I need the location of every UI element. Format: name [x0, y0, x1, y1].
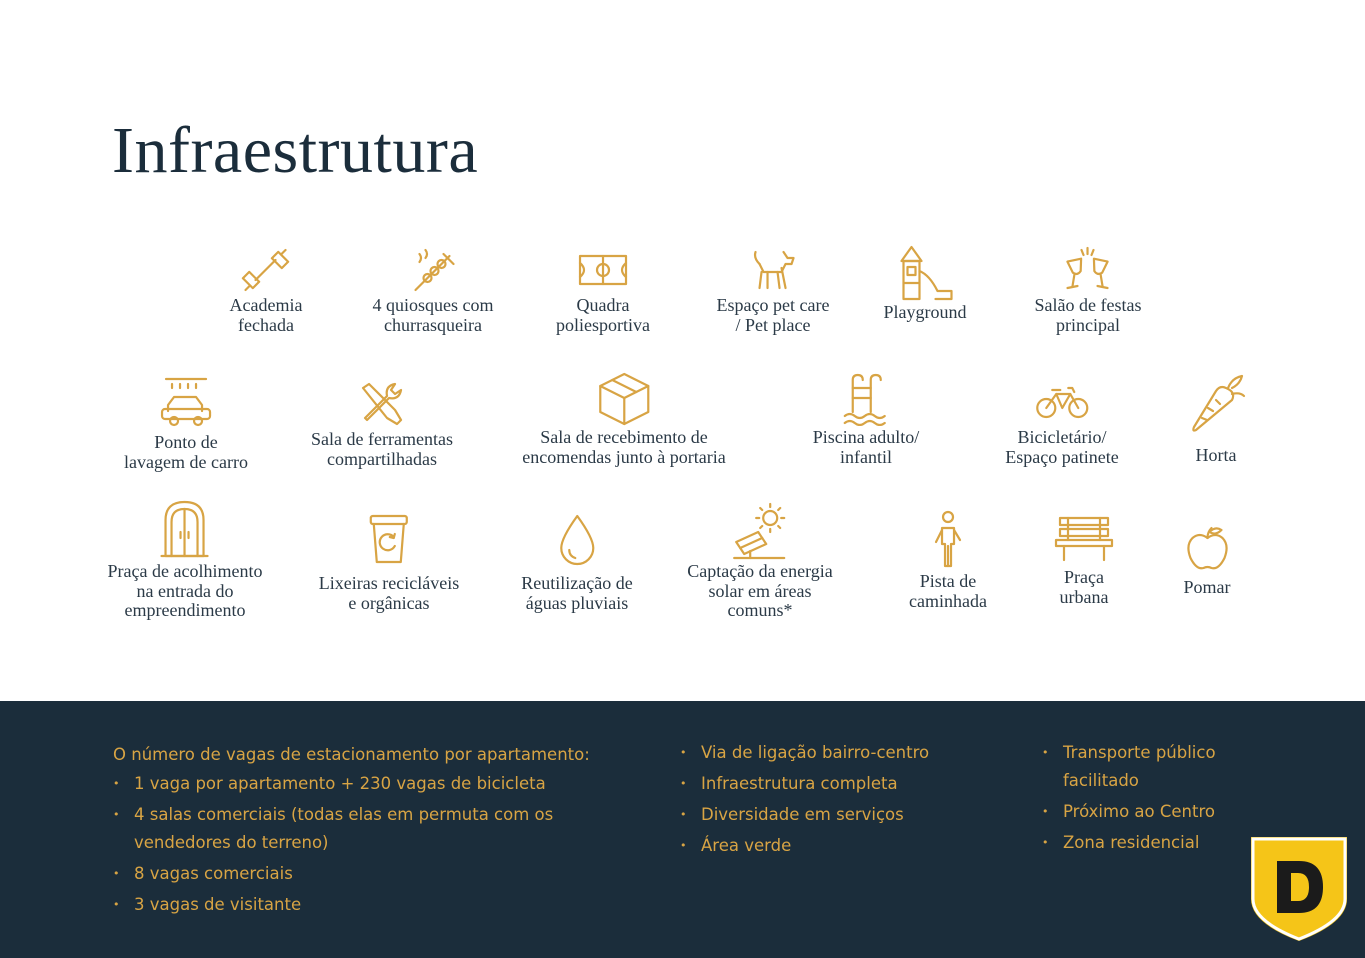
location-column — [680, 739, 1000, 863]
park-bench-icon — [1054, 514, 1114, 564]
list-item: • Zona residencial — [1042, 829, 1252, 857]
amenity-quadra — [556, 246, 650, 335]
sports-court-icon — [556, 246, 650, 294]
amenity-label: 4 quiosques com churrasqueira — [372, 295, 494, 335]
amenity-label: Lixeiras recicláveis e orgânicas — [318, 573, 460, 613]
carrot-icon — [1186, 372, 1246, 434]
amenity-label: Sala de recebimento de encomendas junto à portaria — [522, 427, 726, 467]
list-item: • 3 vagas de visitante — [113, 891, 653, 919]
surroundings-column — [1042, 739, 1252, 860]
amenity-label: Salão de festas principal — [1034, 295, 1142, 335]
car-wash-icon — [124, 375, 248, 431]
amenity-pista — [909, 510, 987, 611]
list-item: • Infraestrutura completa — [680, 770, 1000, 798]
amenity-ferramentas — [311, 378, 453, 469]
list-item: • 1 vaga por apartamento + 230 vagas de bicicleta — [113, 770, 653, 798]
amenity-playground — [884, 243, 967, 323]
amenity-quiosques — [373, 246, 494, 335]
amenity-label: Sala de ferramentas compartilhadas — [311, 429, 453, 469]
amenity-label: Espaço pet care / Pet place — [716, 295, 830, 335]
arched-door-icon — [108, 498, 263, 560]
water-drop-icon — [521, 512, 632, 568]
page-title: Infraestrutura — [112, 114, 479, 187]
parking-column — [113, 739, 653, 922]
barbecue-skewer-icon — [373, 246, 494, 294]
list-item: • Área verde — [680, 832, 1000, 860]
dumbbell-icon — [230, 246, 303, 294]
amenity-lixeiras — [319, 510, 459, 613]
amenity-praca-urbana — [1054, 514, 1114, 607]
apple-icon — [1184, 524, 1231, 572]
toast-glasses-icon — [1035, 246, 1142, 294]
bicycle-icon — [1005, 378, 1118, 426]
brand-logo — [1251, 837, 1347, 941]
amenity-label: Academia fechada — [229, 295, 303, 335]
parking-list — [113, 770, 653, 919]
solar-panel-icon — [687, 500, 833, 560]
walking-person-icon — [909, 510, 987, 570]
amenity-pet — [717, 246, 830, 335]
amenity-salao — [1035, 246, 1142, 335]
amenity-label: Praça urbana — [1059, 567, 1109, 607]
amenity-label: Pomar — [1183, 577, 1231, 597]
pool-ladder-icon — [813, 372, 920, 426]
list-item: • Próximo ao Centro — [1042, 798, 1252, 826]
amenity-piscina — [813, 372, 920, 467]
amenity-pomar — [1184, 524, 1231, 598]
list-item: • 4 salas comerciais (todas elas em permuta com os vendedores do terreno) — [113, 801, 653, 857]
amenity-praca-acolhimento — [108, 498, 263, 621]
amenity-label: Piscina adulto/ infantil — [812, 427, 920, 467]
list-item: • Transporte público facilitado — [1042, 739, 1252, 795]
amenity-bicicletario — [1005, 378, 1118, 467]
surroundings-list — [1042, 739, 1252, 857]
list-item: • Via de ligação bairro-centro — [680, 739, 1000, 767]
amenity-solar — [687, 500, 833, 621]
amenity-label: Captação da energia solar em áreas comuns* — [687, 561, 833, 620]
amenity-reutilizacao — [521, 512, 632, 613]
amenity-label: Bicicletário/ Espaço patinete — [1005, 427, 1119, 467]
parking-intro: O número de vagas de estacionamento por apartamento: — [113, 745, 590, 764]
amenity-label: Playground — [883, 302, 967, 322]
amenity-label: Reutilização de águas pluviais — [521, 573, 633, 613]
dog-icon — [717, 246, 830, 294]
amenity-label: Horta — [1195, 445, 1237, 465]
amenity-lavagem — [124, 375, 248, 472]
location-list — [680, 739, 1000, 860]
info-footer — [0, 701, 1365, 958]
tools-icon — [311, 378, 453, 428]
amenity-horta — [1186, 372, 1246, 466]
amenity-label: Ponto de lavagem de carro — [124, 432, 248, 472]
package-box-icon — [522, 370, 725, 426]
amenity-academia — [230, 246, 303, 335]
amenity-label: Quadra poliesportiva — [556, 295, 650, 335]
recycle-bin-icon — [319, 510, 459, 566]
amenity-encomendas — [522, 370, 725, 467]
list-item: • 8 vagas comerciais — [113, 860, 653, 888]
list-item: • Diversidade em serviços — [680, 801, 1000, 829]
amenity-label: Praça de acolhimento na entrada do empreendimento — [107, 561, 263, 620]
playground-slide-icon — [884, 243, 967, 301]
amenity-label: Pista de caminhada — [909, 571, 987, 611]
